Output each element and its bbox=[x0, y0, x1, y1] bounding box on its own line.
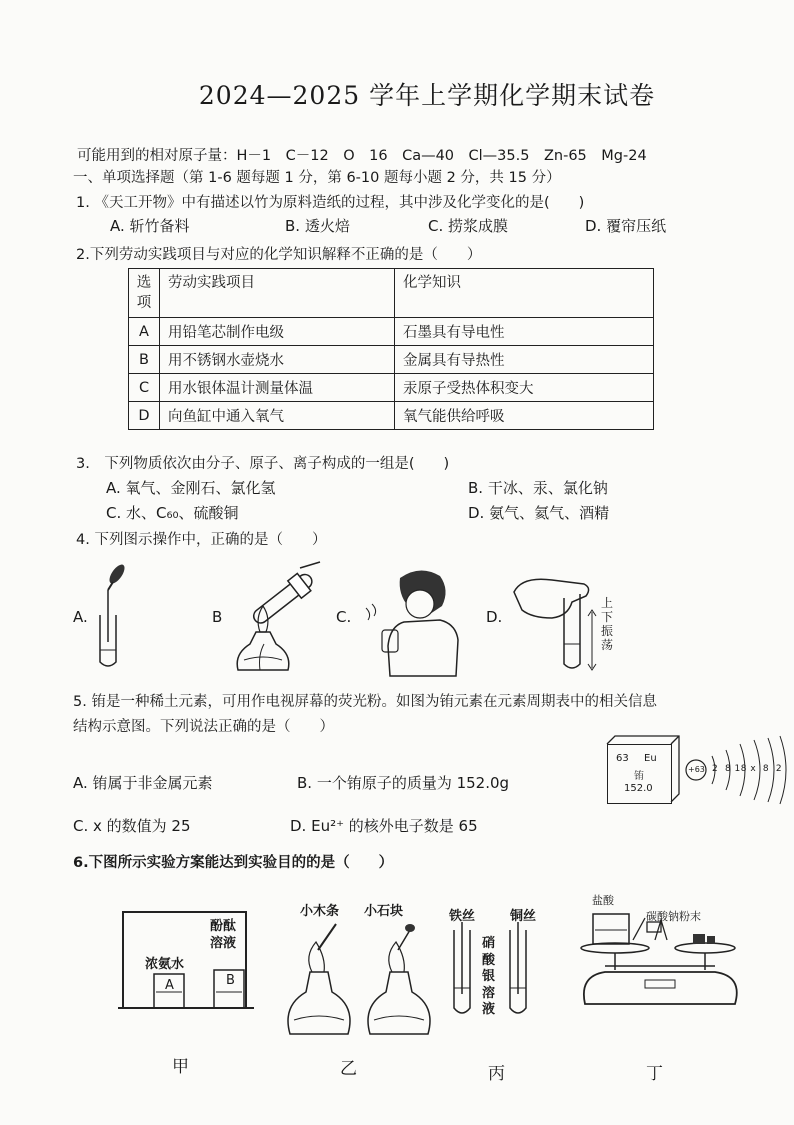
q3-stem: 3. 下列物质依次由分子、原子、离子构成的一组是( ) bbox=[76, 456, 450, 472]
solution-char: 酸 bbox=[482, 952, 496, 968]
q5-option-c[interactable]: C. x 的数值为 25 bbox=[73, 817, 191, 835]
q1-option-b[interactable]: B. 透火焙 bbox=[285, 217, 350, 235]
q4-label-d[interactable]: D. bbox=[486, 608, 503, 626]
beaker-b-label: B bbox=[226, 973, 235, 988]
q1-stem: 1. 《天工开物》中有描述以竹为原料造纸的过程，其中涉及化学变化的是( ) bbox=[76, 195, 585, 211]
atomic-number: 63 bbox=[616, 753, 629, 764]
q1-option-c[interactable]: C. 捞浆成膜 bbox=[428, 217, 509, 235]
element-symbol: Eu bbox=[644, 753, 657, 764]
solution-text: 溶液 bbox=[210, 936, 237, 951]
header-project: 劳动实践项目 bbox=[160, 269, 395, 318]
beaker-a-label: A bbox=[165, 978, 174, 993]
row-knowledge: 氧气能供给呼吸 bbox=[395, 402, 654, 430]
hydrochloric-acid-label: 盐酸 bbox=[592, 894, 614, 907]
shake-char: 振 bbox=[601, 624, 614, 638]
atomic-mass: 152.0 bbox=[624, 783, 653, 794]
row-option: C bbox=[129, 374, 160, 402]
copper-wire-label: 铜丝 bbox=[510, 909, 537, 924]
silver-nitrate-label bbox=[482, 936, 498, 1019]
ammonia-diffusion-apparatus bbox=[118, 900, 258, 1012]
solution-char: 液 bbox=[482, 1002, 496, 1017]
q2-table bbox=[128, 268, 654, 430]
q5-stem-line1: 5. 铕是一种稀土元素，可用作电视屏幕的荧光粉。如图为铕元素在元素周期表中的相关信息 bbox=[73, 694, 657, 710]
figure-caption-jia: 甲 bbox=[172, 1057, 189, 1077]
shake-char: 下 bbox=[601, 610, 614, 624]
wood-stick-label: 小木条 bbox=[300, 904, 340, 919]
table-row bbox=[129, 374, 654, 402]
page-title: 2024—2025 学年上学期化学期末试卷 bbox=[198, 81, 656, 110]
solution-char: 硝 bbox=[482, 936, 496, 951]
element-name: 铕 bbox=[634, 771, 644, 782]
small-stone-label: 小石块 bbox=[364, 904, 404, 919]
atomic-masses: 可能用到的相对原子量：H－1 C－12 O 16 Ca—40 Cl—35.5 Zn-65 Mg-24 bbox=[77, 148, 647, 164]
solution-char: 银 bbox=[482, 969, 496, 984]
phenolphthalein-label bbox=[210, 918, 236, 952]
q5-option-b[interactable]: B. 一个铕原子的质量为 152.0g bbox=[297, 774, 510, 792]
q3-option-c[interactable]: C. 水、C₆₀、硫酸铜 bbox=[106, 504, 239, 522]
shake-char: 荡 bbox=[601, 638, 614, 652]
row-option: A bbox=[129, 318, 160, 346]
heating-tube-illustration bbox=[230, 560, 330, 676]
electron-shells: 2 8 18 x 8 2 bbox=[712, 764, 783, 774]
figure-caption-ding: 丁 bbox=[646, 1064, 663, 1084]
dropper-in-tube-illustration bbox=[95, 560, 135, 672]
row-project: 向鱼缸中通入氧气 bbox=[160, 402, 395, 430]
table-row bbox=[129, 346, 654, 374]
row-project: 用不锈钢水壶烧水 bbox=[160, 346, 395, 374]
conc-ammonia-label: 浓氨水 bbox=[145, 957, 185, 972]
q3-option-b[interactable]: B. 干冰、汞、氯化钠 bbox=[468, 479, 608, 497]
table-row bbox=[129, 318, 654, 346]
row-option: D bbox=[129, 402, 160, 430]
table-header-row bbox=[129, 269, 654, 318]
q5-option-a[interactable]: A. 铕属于非金属元素 bbox=[73, 774, 213, 792]
q2-stem: 2.下列劳动实践项目与对应的化学知识解释不正确的是（ ） bbox=[76, 247, 482, 263]
row-knowledge: 金属具有导热性 bbox=[395, 346, 654, 374]
row-project: 用水银体温计测量体温 bbox=[160, 374, 395, 402]
q3-option-a[interactable]: A. 氧气、金刚石、氯化氢 bbox=[106, 479, 276, 497]
solution-char: 溶 bbox=[482, 985, 496, 1001]
q5-stem-line2: 结构示意图。下列说法正确的是（ ） bbox=[73, 719, 334, 735]
figure-caption-bing: 丙 bbox=[488, 1064, 505, 1084]
q4-label-b[interactable]: B bbox=[212, 608, 223, 626]
phenolphthalein-text: 酚酞 bbox=[210, 919, 237, 934]
table-row bbox=[129, 402, 654, 430]
q3-option-d[interactable]: D. 氨气、氦气、酒精 bbox=[468, 504, 610, 522]
figure-caption-yi: 乙 bbox=[340, 1059, 357, 1079]
q4-label-c[interactable]: C. bbox=[336, 608, 352, 626]
q1-option-a[interactable]: A. 斩竹备料 bbox=[110, 217, 190, 235]
combustion-condition-apparatus bbox=[280, 910, 430, 1038]
q5-option-d[interactable]: D. Eu²⁺ 的核外电子数是 65 bbox=[290, 817, 478, 835]
row-knowledge: 汞原子受热体积变大 bbox=[395, 374, 654, 402]
sodium-carbonate-label: 碳酸钠粉末 bbox=[646, 910, 701, 923]
header-knowledge: 化学知识 bbox=[395, 269, 654, 318]
shake-label bbox=[601, 596, 615, 652]
q4-label-a[interactable]: A. bbox=[73, 608, 88, 626]
q1-option-d[interactable]: D. 覆帘压纸 bbox=[585, 217, 667, 235]
iron-wire-label: 铁丝 bbox=[449, 909, 476, 924]
section-heading: 一、单项选择题（第 1-6 题每题 1 分，第 6-10 题每小题 2 分，共 15 分） bbox=[73, 170, 561, 186]
row-option: B bbox=[129, 346, 160, 374]
q6-stem: 6.下图所示实验方案能达到实验目的的是（ ） bbox=[73, 855, 394, 871]
nucleus-charge: +63 bbox=[688, 765, 705, 774]
smelling-gas-illustration bbox=[360, 566, 470, 678]
row-project: 用铅笔芯制作电级 bbox=[160, 318, 395, 346]
row-knowledge: 石墨具有导电性 bbox=[395, 318, 654, 346]
header-option: 选项 bbox=[129, 269, 160, 318]
element-cell bbox=[607, 744, 672, 804]
q4-stem: 4. 下列图示操作中，正确的是（ ） bbox=[76, 532, 327, 548]
shake-char: 上 bbox=[601, 596, 614, 610]
